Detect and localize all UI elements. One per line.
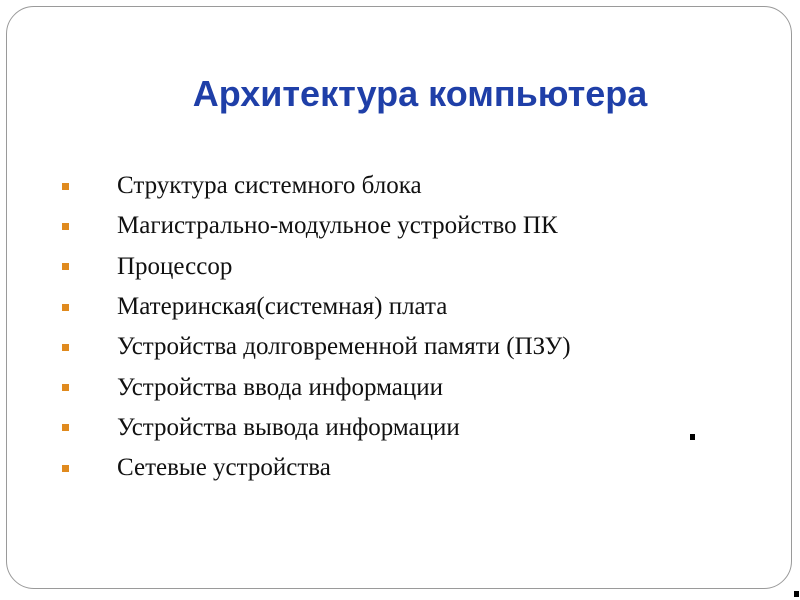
list-item	[62, 247, 571, 287]
list-item-text: Процессор	[117, 252, 233, 280]
square-bullet-icon	[62, 384, 69, 391]
list-item-text: Магистрально-модульное устройство ПК	[117, 212, 558, 240]
list-item	[62, 206, 571, 246]
list-item-text: Устройства ввода информации	[117, 373, 443, 401]
list-item	[62, 367, 571, 407]
square-bullet-icon	[62, 223, 69, 230]
square-bullet-icon	[62, 263, 69, 270]
square-bullet-icon	[62, 183, 69, 190]
corner-mark	[794, 591, 799, 597]
square-bullet-icon	[62, 424, 69, 431]
list-item-text: Сетевые устройства	[117, 454, 331, 482]
list-item	[62, 408, 571, 448]
list-item-text: Материнская(системная) плата	[117, 293, 448, 321]
list-item	[62, 166, 571, 206]
list-item	[62, 327, 571, 367]
square-bullet-icon	[62, 465, 69, 472]
bullet-list	[62, 166, 571, 488]
slide-title: Архитектура компьютера	[192, 73, 648, 114]
square-bullet-icon	[62, 344, 69, 351]
list-item-text: Устройства вывода информации	[117, 413, 460, 441]
list-item	[62, 287, 571, 327]
list-item-text: Структура системного блока	[117, 172, 422, 200]
square-bullet-icon	[62, 304, 69, 311]
list-item	[62, 448, 571, 488]
period-mark	[690, 434, 695, 440]
list-item-text: Устройства долговременной памяти (ПЗУ)	[117, 333, 571, 361]
